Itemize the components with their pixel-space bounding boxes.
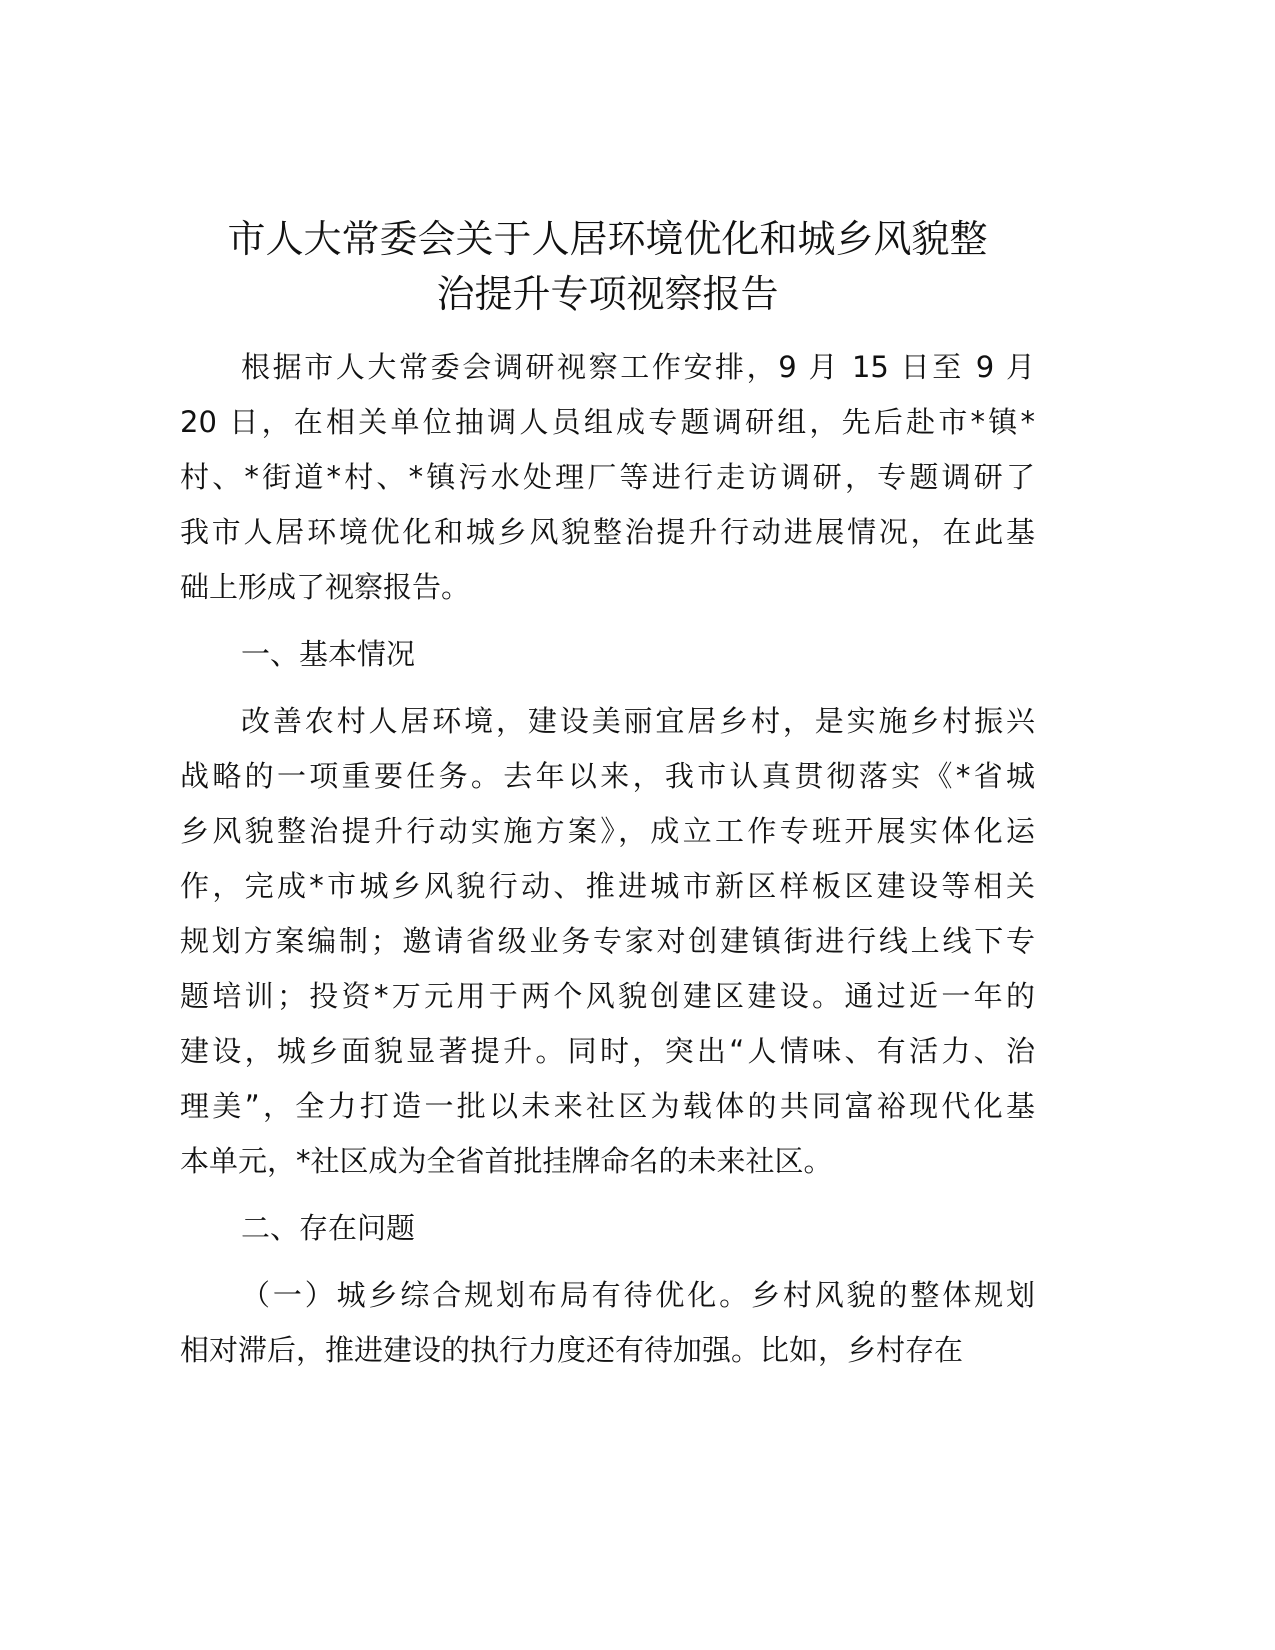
text-line: 理美”，全力打造一批以未来社区为载体的共同富裕现代化基 [180,1089,1035,1123]
document-page [180,212,1035,1390]
title-line: 治提升专项视察报告 [436,272,779,316]
text-line: 村、*街道*村、*镇污水处理厂等进行走访调研，专题调研了 [180,460,1035,494]
title-line: 市人大常委会关于人居环境优化和城乡风貌整 [227,217,988,261]
document-title [180,212,1035,322]
text-line: 我市人居环境优化和城乡风貌整治提升行动进展情况，在此基 [180,515,1035,549]
paragraph-intro [180,340,1035,615]
text-line: 建设，城乡面貌显著提升。同时，突出“人情味、有活力、治 [180,1034,1035,1068]
text-line: 础上形成了视察报告。 [180,570,471,604]
section-heading-problems: 二、存在问题 [241,1211,416,1245]
paragraph-problem-1 [180,1268,1035,1378]
text-line: 改善农村人居环境，建设美丽宜居乡村，是实施乡村振兴 [241,704,1035,738]
section-heading-basic: 一、基本情况 [241,637,416,671]
text-line: 根据市人大常委会调研视察工作安排，9 月 15 日至 9 月 [241,350,1035,384]
text-line: 规划方案编制；邀请省级业务专家对创建镇街进行线上线下专 [180,924,1035,958]
text-line: （一）城乡综合规划布局有待优化。乡村风貌的整体规划 [241,1278,1035,1312]
text-line: 战略的一项重要任务。去年以来，我市认真贯彻落实《*省城 [180,759,1035,793]
text-line: 乡风貌整治提升行动实施方案》，成立工作专班开展实体化运 [180,814,1035,848]
text-line: 作，完成*市城乡风貌行动、推进城市新区样板区建设等相关 [180,869,1035,903]
text-line: 题培训；投资*万元用于两个风貌创建区建设。通过近一年的 [180,979,1035,1013]
text-line: 20 日，在相关单位抽调人员组成专题调研组，先后赴市*镇* [180,405,1035,439]
text-line: 相对滞后，推进建设的执行力度还有待加强。比如，乡村存在 [180,1333,964,1367]
text-line: 本单元，*社区成为全省首批挂牌命名的未来社区。 [180,1144,833,1178]
paragraph-basic-situation [180,694,1035,1189]
